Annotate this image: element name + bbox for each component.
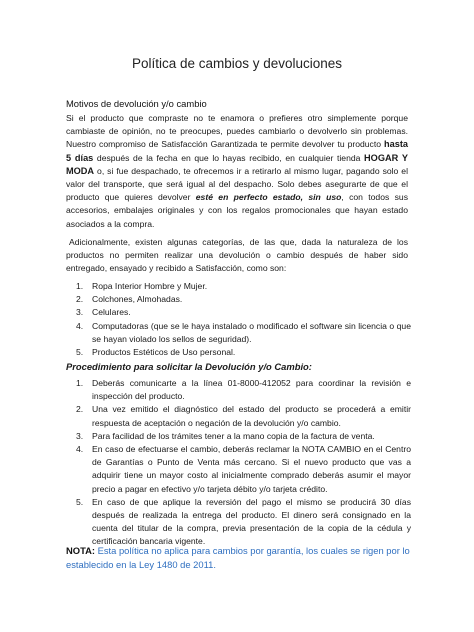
list-item-text: Una vez emitido el diagnóstico del estado del producto se procederá a emitir respuesta de aceptación o negación de la devolución y/o cambio. [92,404,411,428]
list-number: 5. [76,347,84,358]
list-item-text: Productos Estéticos de Uso personal. [92,347,236,358]
procedure-step [66,443,411,496]
list-number: 3. [76,430,84,441]
procedure-step [66,496,411,549]
list-number: 3. [76,307,84,318]
list-item-text: Colchones, Almohadas. [92,294,183,305]
paragraph-text: , con todos sus accesorios, embalajes originales y con los regalos promocionales que hayan estado asociados a la compra. [66,192,408,229]
list-number: 1. [76,281,84,291]
list-item-text: Computadoras (que se le haya instalado o modificado el software sin licencia o que se hayan violado los sellos de seguridad). [92,320,411,344]
paragraph-text: Si el producto que compraste no te enamora o prefieres otro simplemente porque cambiaste de opinión, no te preocupes, puedes cambiarlo o devolverlo sin problemas. Nuestro compromiso de Satisfacción Garantizada te permite devolver tu producto [66,113,408,150]
procedure-steps-list [66,377,411,549]
paragraph-text: o, si fue despachado, te ofrecemos ir a retirarlo al mismo lugar, pagando solo el valor del transporte, que será igual al del despacho. Solo debes asegurarte de que el producto que quieres devolver [66,165,408,203]
paragraph-text: después de la fecha en que lo hayas recibido, en cualquier tienda [93,152,365,163]
category-item [66,293,411,306]
bold-store-name: HOGAR Y MODA [66,152,408,176]
list-number: 2. [76,294,84,305]
list-item-text: Ropa Interior Hombre y Mujer. [92,281,208,291]
list-number: 4. [76,444,84,455]
list-item-text: En caso de efectuarse el cambio, deberás reclamar la NOTA CAMBIO en el Centro de Garantías o Punto de Venta más cercano. Si el nuevo producto que vas a adquirir tiene un mayor costo al inicialmente comprado deberás asumir el mayor precio a pagar en efectivo y/o tarjeta débito y/o tarjeta crédito. [92,444,411,494]
list-number: 5. [76,496,84,507]
procedure-step [66,403,411,429]
list-item-text: En caso de que aplique la reversión del pago el mismo se producirá 30 días después de realizada la entrega del producto. El dinero será consignado en la cuenta del titular de la compra, previa presentación de la copia de la cédula y certificación bancaria vigente. [92,496,411,547]
categories-intro-paragraph: Adicionalmente, existen algunas categorías, de las que, dada la naturaleza de los productos no permiten realizar una devolución o cambio después de haber sido entregado, ensayado y recibido a Satisfacción, como son: [66,237,408,274]
note-label: NOTA: [66,545,95,556]
note-paragraph [66,544,411,572]
excluded-categories-list [66,280,411,359]
bold-days: hasta 5 días [66,139,408,163]
list-number: 4. [76,320,84,331]
list-item-text: Celulares. [92,307,131,318]
list-item-text: Deberás comunicarte a la línea 01-8000-412052 para coordinar la revisión e inspección del producto. [92,378,411,402]
list-number: 2. [76,404,84,415]
page-title: Política de cambios y devoluciones [131,56,343,71]
category-item [66,306,411,319]
list-item-text: Para facilidad de los trámites tener a la mano copia de la factura de venta. [92,430,375,441]
note-text: Esta política no aplica para cambios por garantía, los cuales se rigen por lo establecido en la Ley 1480 de 2011. [66,545,410,571]
bold-italic-condition: esté en perfecto estado, sin uso [195,192,342,203]
category-item [66,320,411,346]
motivos-heading: Motivos de devolución y/o cambio [66,98,207,109]
procedure-step [66,377,411,403]
category-item [66,346,411,359]
procedure-heading: Procedimiento para solicitar la Devolución y/o Cambio: [66,361,312,372]
category-item [66,280,411,293]
procedure-step [66,430,411,443]
motivos-paragraph [66,112,408,231]
list-number: 1. [76,378,84,388]
